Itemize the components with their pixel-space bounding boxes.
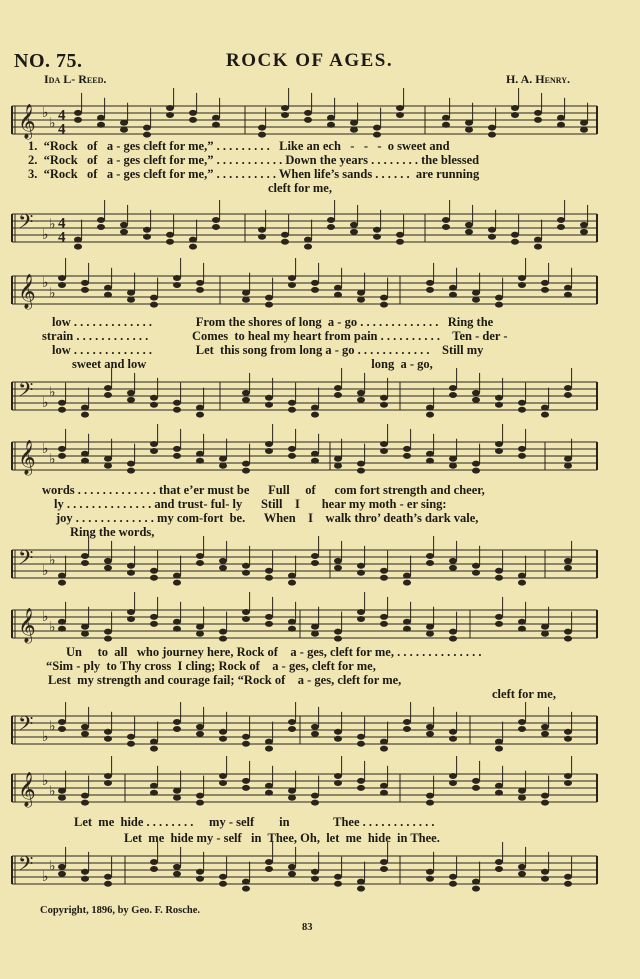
svg-text:𝄞: 𝄞 bbox=[18, 440, 36, 476]
svg-text:♭: ♭ bbox=[42, 563, 49, 579]
svg-text:𝄞: 𝄞 bbox=[18, 274, 36, 310]
svg-text:♭: ♭ bbox=[42, 729, 49, 745]
verse-1-line-2: low . . . . . . . . . . . . . From the shores of long a - go . . . . . . . . . . . . . Ring the bbox=[52, 315, 494, 329]
svg-text:♭: ♭ bbox=[49, 718, 56, 735]
svg-text:♭: ♭ bbox=[42, 869, 49, 885]
hymn-number: NO. 75. bbox=[14, 50, 83, 72]
svg-text:4: 4 bbox=[58, 229, 66, 246]
svg-text:♭: ♭ bbox=[49, 216, 56, 233]
verse-3-line-1: 3. “Rock of a - ges cleft for me,” . . . . . . . . . . When life’s sands . . . . . . are running bbox=[28, 167, 480, 181]
treble-staff-3 bbox=[0, 438, 610, 478]
treble-staff-2 bbox=[0, 272, 610, 312]
svg-text:♭: ♭ bbox=[49, 783, 56, 800]
refrain-echo-5: Let me hide my - self in Thee, Oh, let me hide in Thee. bbox=[124, 831, 440, 845]
verse-2-line-4: “Sim - ply to Thy cross I cling; Rock of a - ges, cleft for me, bbox=[46, 659, 376, 673]
svg-text:4: 4 bbox=[58, 107, 66, 124]
svg-text:♭: ♭ bbox=[42, 773, 49, 789]
svg-text:♭: ♭ bbox=[42, 395, 49, 411]
svg-text:♭: ♭ bbox=[49, 451, 56, 468]
svg-text:𝄞: 𝄞 bbox=[18, 608, 36, 644]
svg-text:♭: ♭ bbox=[49, 858, 56, 875]
verse-3-line-4: Lest my strength and courage fail; “Rock of a - ges, cleft for me, bbox=[48, 673, 402, 687]
svg-text:♭: ♭ bbox=[42, 441, 49, 457]
verse-1-line-4: Un to all who journey here, Rock of a - ges, cleft for me, . . . . . . . . . . . . . . bbox=[66, 645, 482, 659]
verse-3-line-3: joy . . . . . . . . . . . . . my com-fort be. When I walk thro’ death’s dark vale, bbox=[56, 511, 479, 525]
svg-text:𝄢: 𝄢 bbox=[18, 378, 34, 407]
refrain-echo-4: cleft for me, bbox=[492, 687, 556, 701]
verse-2-line-3: ly . . . . . . . . . . . . . . and trust- ful- ly Still I hear my moth - er sing: bbox=[54, 497, 447, 511]
verse-1-line-3: words . . . . . . . . . . . . . that e’er must be Full of com fort strength and cheer, bbox=[42, 483, 485, 497]
verse-2-line-2: strain . . . . . . . . . . . . Comes to heal my heart from pain . . . . . . . . . . Ten - der - bbox=[42, 329, 508, 343]
svg-text:♭: ♭ bbox=[49, 384, 56, 401]
svg-text:𝄢: 𝄢 bbox=[18, 852, 34, 881]
refrain-echo-1: cleft for me, bbox=[268, 181, 332, 195]
verse-2-line-1: 2. “Rock of a - ges cleft for me,” . . . . . . . . . . . Down the years . . . . . . . . the blessed bbox=[28, 153, 480, 167]
svg-text:4: 4 bbox=[58, 121, 66, 138]
composer-credit: H. A. Henry. bbox=[505, 72, 570, 86]
verse-line-5: Let me hide . . . . . . . . my - self in Thee . . . . . . . . . . . . bbox=[74, 815, 435, 829]
treble-staff-1 bbox=[0, 102, 610, 142]
treble-staff-4 bbox=[0, 606, 610, 646]
svg-text:4: 4 bbox=[58, 215, 66, 232]
svg-text:♭: ♭ bbox=[49, 115, 56, 132]
svg-text:♭: ♭ bbox=[49, 552, 56, 569]
bass-staff-3 bbox=[0, 546, 610, 586]
verse-1-line-1: 1. “Rock of a - ges cleft for me,” . . . . . . . . . Like an ech - - - o sweet and bbox=[28, 139, 450, 153]
svg-text:♭: ♭ bbox=[42, 105, 49, 121]
refrain-echo-3: Ring the words, bbox=[70, 525, 155, 539]
svg-text:♭: ♭ bbox=[42, 275, 49, 291]
bass-staff-2 bbox=[0, 378, 610, 418]
svg-text:𝄢: 𝄢 bbox=[18, 210, 34, 239]
svg-text:♭: ♭ bbox=[42, 609, 49, 625]
copyright-notice: Copyright, 1896, by Geo. F. Rosche. bbox=[40, 905, 201, 916]
verse-3-line-2: low . . . . . . . . . . . . . Let this song from long a - go . . . . . . . . . . . . Still my bbox=[52, 343, 484, 357]
refrain-echo-2: sweet and low long a - go, bbox=[72, 357, 433, 371]
treble-staff-5 bbox=[0, 770, 610, 810]
svg-text:𝄞: 𝄞 bbox=[18, 772, 36, 808]
bass-staff-4 bbox=[0, 712, 610, 752]
svg-text:♭: ♭ bbox=[49, 285, 56, 302]
svg-text:𝄢: 𝄢 bbox=[18, 712, 34, 741]
page-number: 83 bbox=[302, 922, 313, 933]
svg-text:𝄞: 𝄞 bbox=[18, 104, 36, 140]
bass-staff-5 bbox=[0, 852, 610, 892]
lyricist-credit: Ida L- Reed. bbox=[44, 72, 107, 86]
bass-staff-1 bbox=[0, 210, 610, 250]
svg-text:♭: ♭ bbox=[42, 227, 49, 243]
svg-text:♭: ♭ bbox=[49, 619, 56, 636]
hymn-title: ROCK OF AGES. bbox=[226, 50, 394, 71]
svg-text:𝄢: 𝄢 bbox=[18, 546, 34, 575]
